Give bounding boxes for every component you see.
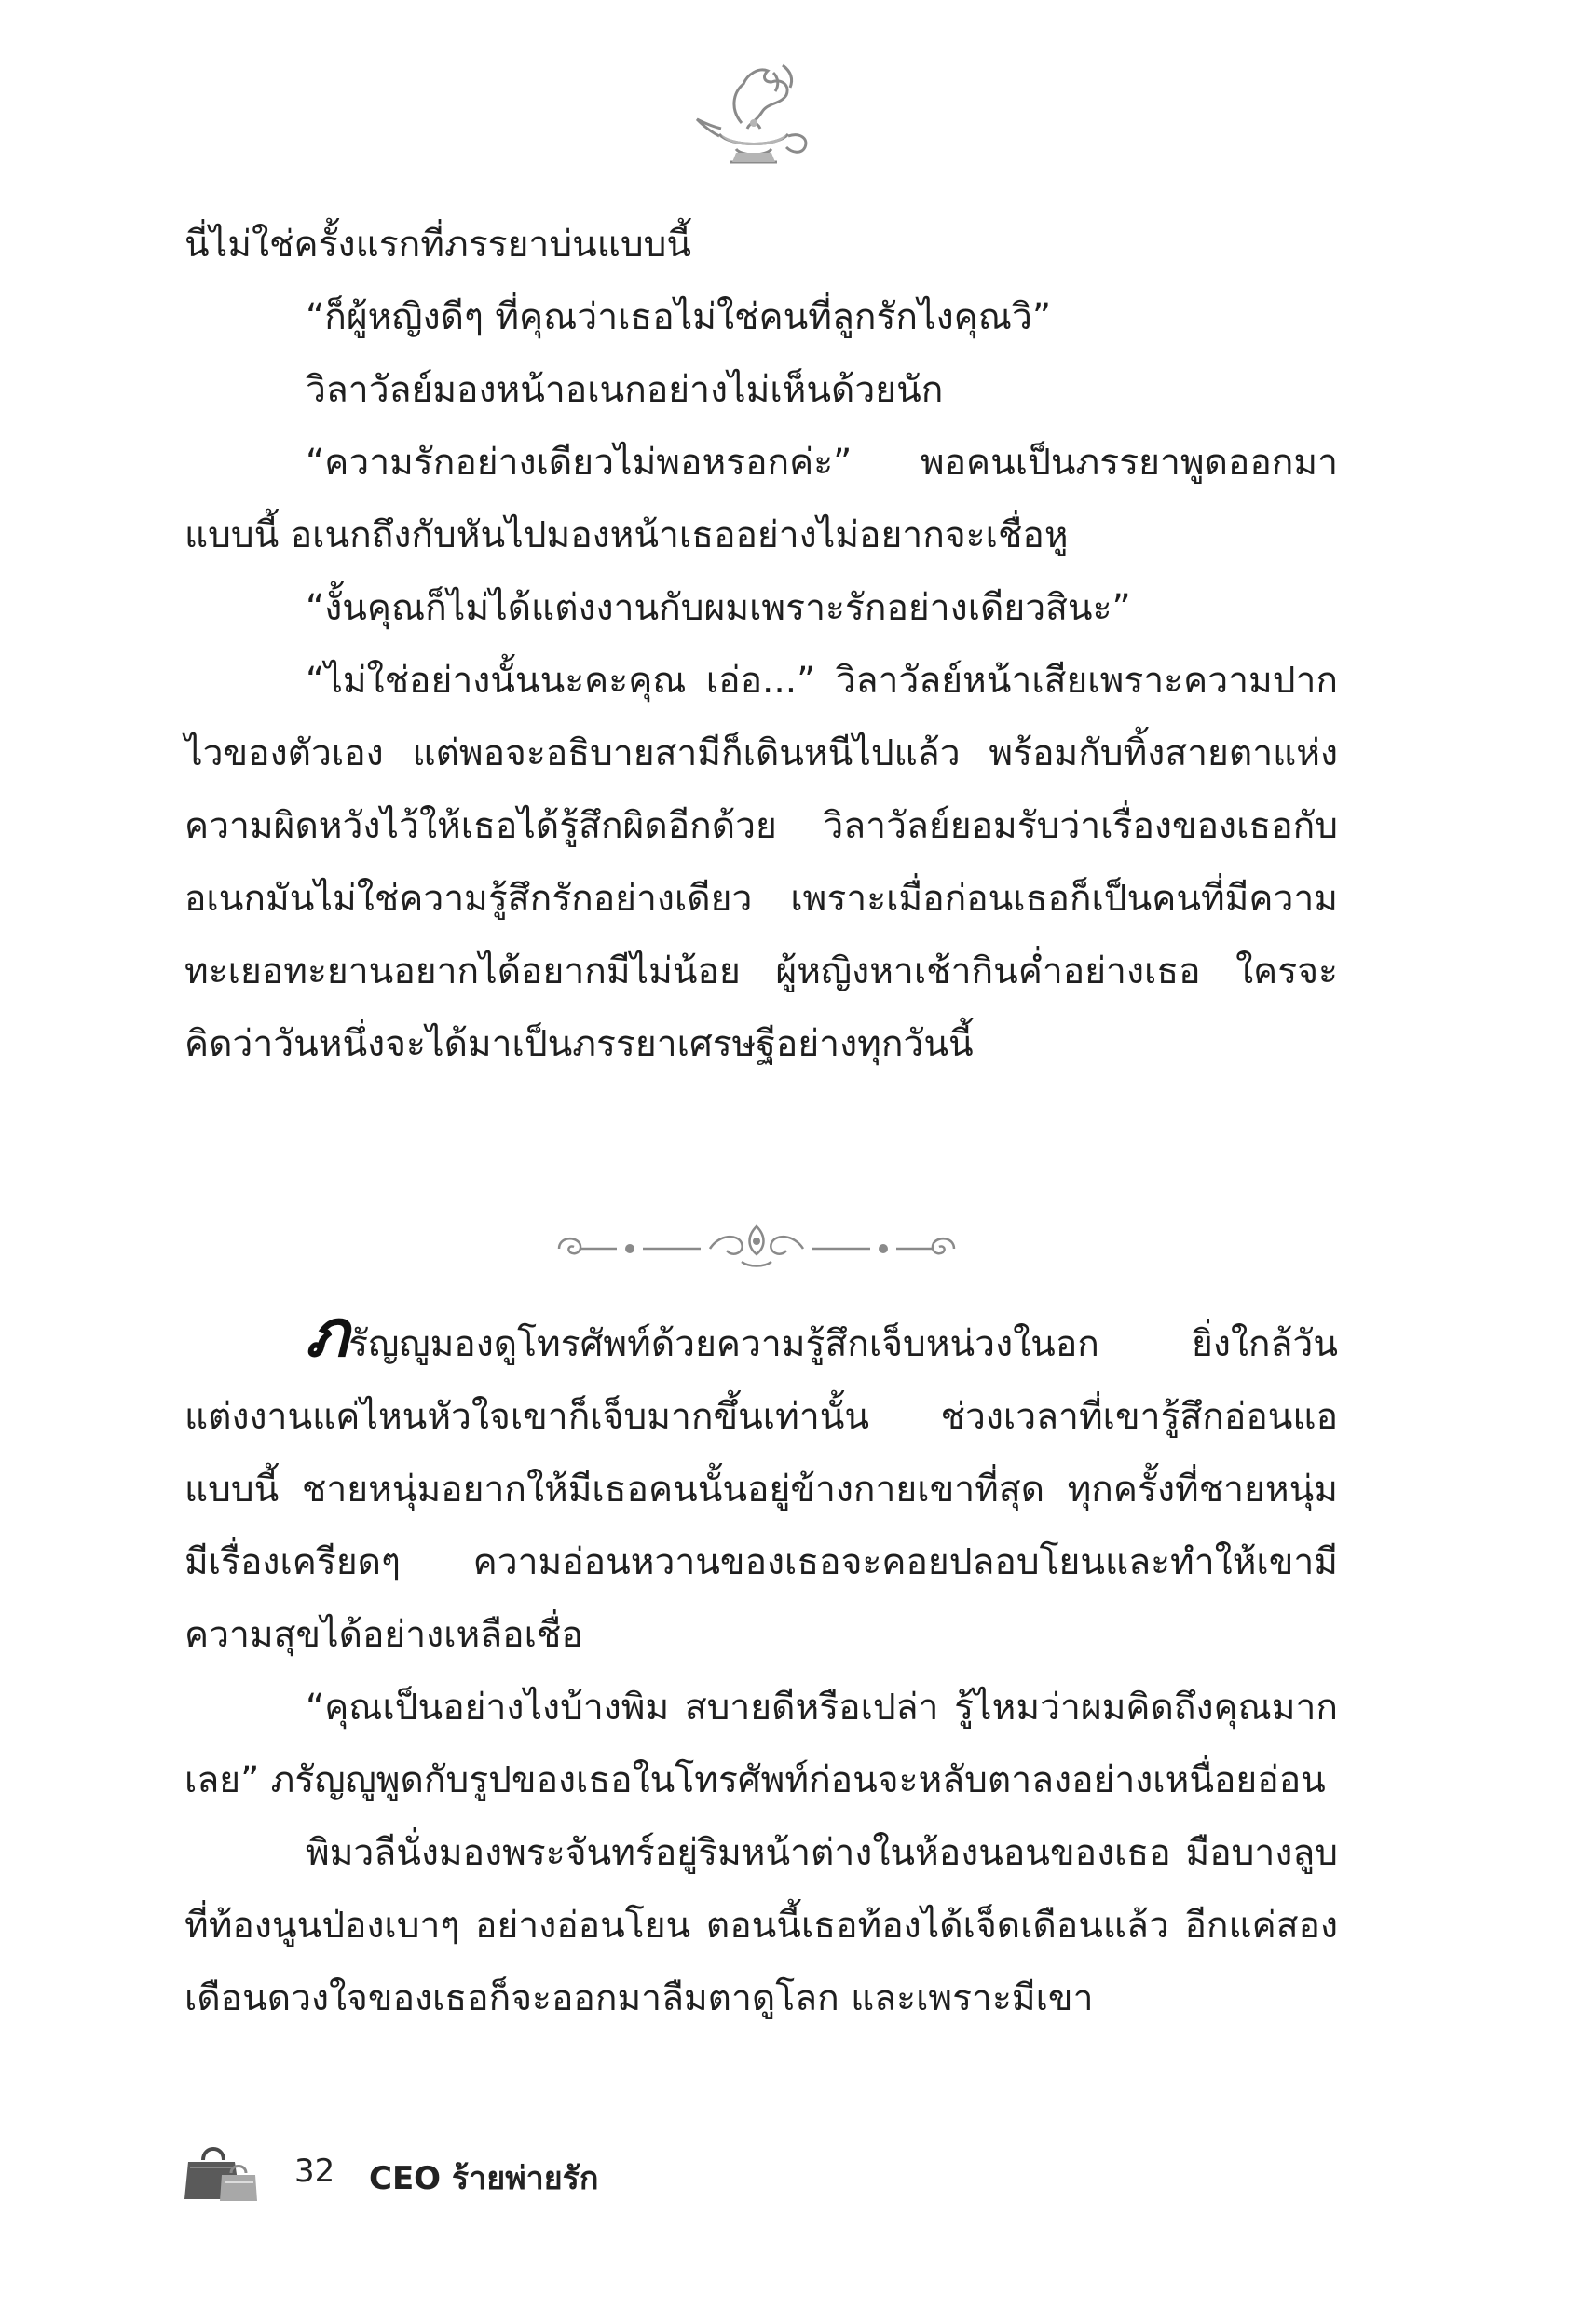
paragraph: “ความรักอย่างเดียวไม่พอหรอกค่ะ” พอคนเป็นภรรยาพูดออกมาแบบนี้ อเนกถึงกับหันไปมองหน้าเธออย่างไม่อยากจะเชื่อหู (184, 442, 1338, 556)
paragraph: นี่ไม่ใช่ครั้งแรกที่ภรรยาบ่นแบบนี้ (184, 224, 692, 266)
paragraph: “ไม่ใช่อย่างนั้นนะคะคุณ เอ่อ...” วิลาวัลย์หน้าเสียเพราะความปากไวของตัวเอง แต่พอจะอธิบายสามีก็เดินหนีไปแล้ว พร้อมกับทิ้งสายตาแห่งความผิดหวังไว้ให้เธอได้รู้สึกผิดอีกด้วย วิลาวัลย์ยอมรับว่าเรื่องของเธอกับอเนกมันไม่ใช่ความรู้สึกรักอย่างเดียว เพราะเมื่อก่อนเธอก็เป็นคนที่มีความทะเยอทะยานอยากได้อยากมีไม่น้อย ผู้หญิงหาเช้ากินค่ำอย่างเธอ ใครจะคิดว่าวันหนึ่งจะได้มาเป็นภรรยาเศรษฐีอย่างทุกวันนี้ (184, 660, 1338, 1065)
paragraph (184, 1294, 1338, 1672)
paragraph: วิลาวัลย์มองหน้าอเนกอย่างไม่เห็นด้วยนัก (306, 369, 944, 411)
genie-lamp-icon (693, 58, 814, 177)
paragraph-text: รัญญูมองดูโทรศัพท์ด้วยความรู้สึกเจ็บหน่วงในอก ยิ่งใกล้วันแต่งงานแค่ไหนหัวใจเขาก็เจ็บมากขึ้นเท่านั้น ช่วงเวลาที่เขารู้สึกอ่อนแอแบบนี้ ชายหนุ่มอยากให้มีเธอคนนั้นอยู่ข้างกายเขาที่สุด ทุกครั้งที่ชายหนุ่มมีเรื่องเครียดๆ ความอ่อนหวานของเธอจะคอยปลอบโยนและทำให้เขามีความสุขได้อย่างเหลือเชื่อ (184, 1323, 1338, 1656)
page-number: 32 (294, 2153, 335, 2190)
ornamental-divider-icon (555, 1221, 958, 1273)
drop-cap: ภ (306, 1294, 349, 1372)
page-footer (183, 2140, 835, 2205)
paragraph: “ก็ผู้หญิงดีๆ ที่คุณว่าเธอไม่ใช่คนที่ลูกรักไงคุณวิ” (306, 296, 1052, 338)
paragraph: พิมวลีนั่งมองพระจันทร์อยู่ริมหน้าต่างในห้องนอนของเธอ มือบางลูบที่ท้องนูนป่องเบาๆ อย่างอ่อนโยน ตอนนี้เธอท้องได้เจ็ดเดือนแล้ว อีกแค่สองเดือนดวงใจของเธอก็จะออกมาลืมตาดูโลก และเพราะมีเขา (184, 1832, 1338, 2019)
handbags-icon (183, 2140, 259, 2205)
book-title: CEO ร้ายพ่ายรัก (369, 2160, 599, 2197)
paragraph: “งั้นคุณก็ไม่ได้แต่งงานกับผมเพราะรักอย่างเดียวสินะ” (306, 587, 1131, 629)
paragraph: “คุณเป็นอย่างไงบ้างพิม สบายดีหรือเปล่า รู้ไหมว่าผมคิดถึงคุณมากเลย” ภรัญญูพูดกับรูปของเธอในโทรศัพท์ก่อนจะหลับตาลงอย่างเหนื่อยอ่อน (184, 1687, 1338, 1801)
text-block-bottom (184, 1294, 1338, 2035)
text-block-top (184, 209, 1338, 1081)
